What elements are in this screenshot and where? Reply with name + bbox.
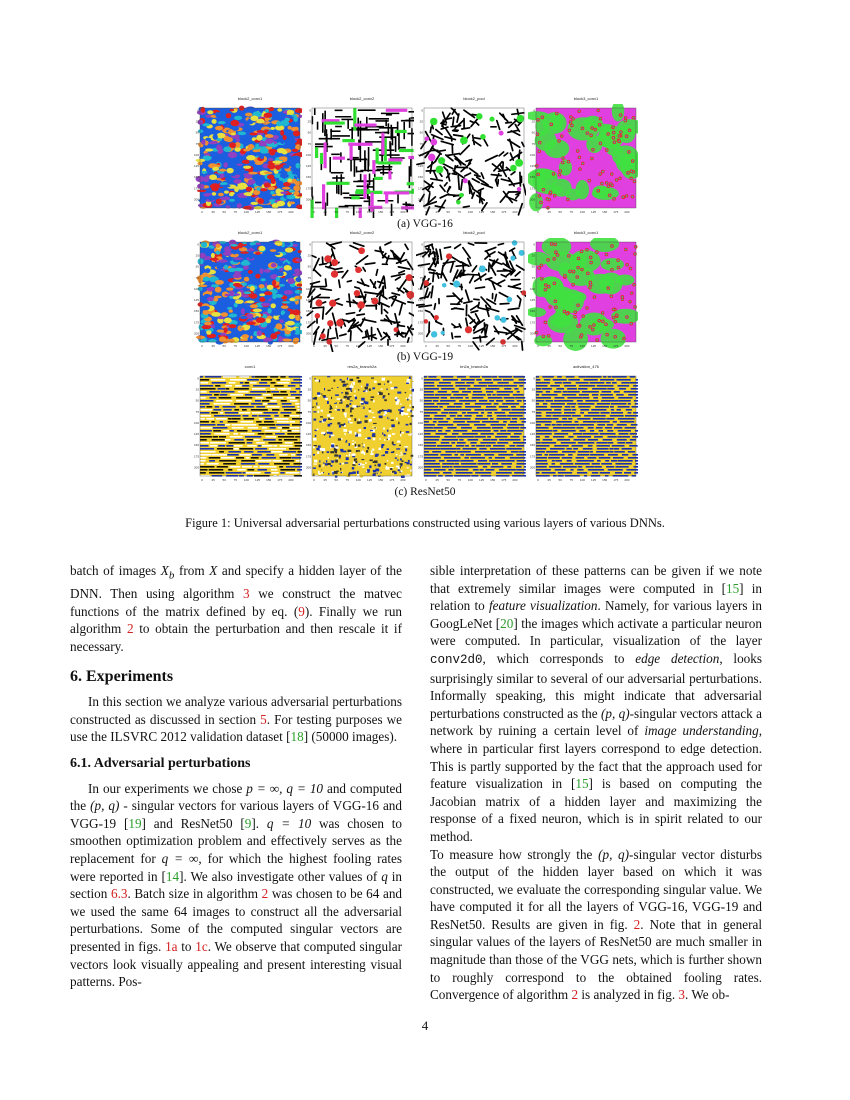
panel-title: block2_conv1 bbox=[237, 230, 263, 235]
x-tick-label: 100 bbox=[355, 210, 361, 214]
y-tick-label: 25 bbox=[419, 387, 423, 392]
y-tick-label: 100 bbox=[529, 286, 535, 291]
y-tick-label: 0 bbox=[309, 376, 311, 381]
x-tick-label: 100 bbox=[579, 210, 585, 214]
panel-title: block2_pool bbox=[463, 96, 485, 101]
x-tick-label: 150 bbox=[378, 210, 384, 214]
x-tick-label: 50 bbox=[558, 478, 562, 482]
y-tick-label: 150 bbox=[529, 443, 535, 448]
y-tick-label: 175 bbox=[529, 186, 535, 191]
x-tick-label: 100 bbox=[243, 210, 249, 214]
panel-title: block2_conv1 bbox=[237, 96, 263, 101]
y-tick-label: 0 bbox=[533, 376, 535, 381]
y-tick-label: 0 bbox=[421, 242, 423, 247]
y-tick-label: 100 bbox=[193, 286, 199, 291]
perturbation-panel bbox=[528, 364, 638, 486]
perturbation-image bbox=[192, 104, 302, 218]
y-tick-label: 0 bbox=[309, 242, 311, 247]
panel-title: block3_conv1 bbox=[573, 96, 599, 101]
citation-link[interactable]: 9 bbox=[244, 815, 252, 831]
perturbation-panel bbox=[528, 96, 638, 218]
perturbation-image bbox=[416, 372, 526, 486]
x-tick-label: 75 bbox=[233, 478, 238, 482]
x-tick-label: 75 bbox=[345, 344, 350, 348]
y-tick-label: 0 bbox=[421, 108, 423, 113]
y-tick-label: 50 bbox=[419, 398, 423, 403]
x-tick-label: 75 bbox=[457, 210, 462, 214]
perturbation-image bbox=[304, 104, 414, 218]
x-tick-label: 0 bbox=[313, 344, 315, 348]
y-tick-label: 25 bbox=[307, 387, 311, 392]
x-tick-label: 0 bbox=[313, 478, 315, 482]
perturbation-panel bbox=[192, 96, 302, 218]
x-tick-label: 75 bbox=[345, 478, 350, 482]
y-tick-label: 75 bbox=[531, 409, 535, 414]
paragraph: sible interpretation of these patterns can be given if we note that extremely similar images were computed in [15] in relation to feature visualization. Namely, for various layers in GoogLeNet [20] the images which activate a particular neuron were computed. In particular, visualization of the layer conv2d0, which corresponds to edge detection, looks surprisingly similar to several of our adversarial perturbations. Informally speaking, this might indicate that adversarial perturbations constructed as the (p, q)-singular vectors attack a network by ruining a certain level of image understanding, where in particular first layers correspond to edge detection. This is partly supported by the fact that the approach used for feature visualization in [15] is based on computing the Jacobian matrix of a hidden layer and maximizing the response of a fixed neuron, which is in spirit related to our method. bbox=[430, 563, 762, 844]
x-tick-label: 200 bbox=[288, 478, 294, 482]
x-tick-label: 150 bbox=[266, 344, 272, 348]
figure-link[interactable]: 3 bbox=[678, 987, 686, 1003]
x-tick-label: 200 bbox=[288, 344, 294, 348]
x-tick-label: 100 bbox=[355, 478, 361, 482]
x-tick-label: 75 bbox=[457, 344, 462, 348]
citation-link[interactable]: 15 bbox=[725, 580, 740, 596]
x-tick-label: 0 bbox=[313, 210, 315, 214]
x-tick-label: 25 bbox=[211, 210, 215, 214]
x-tick-label: 100 bbox=[355, 344, 361, 348]
paragraph: To measure how strongly the (p, q)-singular vector disturbs the output of the hidden layer based on which it was constructed, we evaluate the corresponding singular value. We have computed it for all the layers of VGG-16, VGG-19 and ResNet50. Results are given in fig. 2. Note that in general singular values of the layers of ResNet50 are much smaller in magnitude than those of the VGG nets, which is further shown to roughly correspond to the obtained fooling rates. Convergence of algorithm 2 is analyzed in fig. 3. We ob- bbox=[430, 846, 762, 1003]
x-tick-label: 200 bbox=[512, 478, 518, 482]
citation-link[interactable]: 20 bbox=[500, 615, 514, 631]
y-tick-label: 175 bbox=[529, 454, 535, 459]
perturbation-image bbox=[528, 238, 638, 352]
y-tick-label: 125 bbox=[193, 164, 199, 169]
x-tick-label: 175 bbox=[277, 478, 283, 482]
x-tick-label: 75 bbox=[233, 344, 238, 348]
y-tick-label: 125 bbox=[529, 432, 535, 437]
y-tick-label: 175 bbox=[529, 320, 535, 325]
x-tick-label: 0 bbox=[425, 210, 427, 214]
subsection-heading: 6.1. Adversarial perturbations bbox=[70, 755, 251, 771]
algorithm-link[interactable]: 3 bbox=[243, 586, 250, 602]
x-tick-label: 50 bbox=[446, 210, 450, 214]
page-number: 4 bbox=[421, 1018, 429, 1033]
y-tick-label: 175 bbox=[417, 186, 423, 191]
x-tick-label: 100 bbox=[467, 478, 473, 482]
y-tick-label: 200 bbox=[529, 465, 535, 470]
x-tick-label: 0 bbox=[425, 478, 427, 482]
section-link[interactable]: 6.3 bbox=[110, 886, 128, 902]
y-tick-label: 0 bbox=[197, 376, 199, 381]
perturbation-panel bbox=[192, 230, 302, 352]
x-tick-label: 175 bbox=[277, 210, 283, 214]
y-tick-label: 75 bbox=[419, 275, 423, 280]
x-tick-label: 25 bbox=[547, 210, 551, 214]
y-tick-label: 150 bbox=[529, 309, 535, 314]
figure-caption: Figure 1: Universal adversarial perturbations constructed using various layers of various DNNs. bbox=[185, 516, 665, 530]
y-tick-label: 150 bbox=[305, 443, 311, 448]
y-tick-label: 125 bbox=[417, 432, 423, 437]
y-tick-label: 175 bbox=[305, 186, 311, 191]
x-tick-label: 25 bbox=[435, 210, 439, 214]
x-tick-label: 100 bbox=[243, 478, 249, 482]
y-tick-label: 25 bbox=[307, 119, 311, 124]
left-column bbox=[70, 562, 402, 991]
panel-title: conv1 bbox=[244, 364, 256, 369]
x-tick-label: 125 bbox=[367, 478, 373, 482]
subcaption-c: (c) ResNet50 bbox=[394, 486, 456, 498]
x-tick-label: 150 bbox=[602, 478, 608, 482]
y-tick-label: 150 bbox=[305, 175, 311, 180]
x-tick-label: 175 bbox=[613, 478, 619, 482]
right-column bbox=[430, 562, 762, 1004]
y-tick-label: 50 bbox=[307, 264, 311, 269]
y-tick-label: 125 bbox=[529, 164, 535, 169]
x-tick-label: 50 bbox=[334, 478, 338, 482]
y-tick-label: 75 bbox=[531, 141, 535, 146]
paragraph: In our experiments we chose p = ∞, q = 10 and computed the (p, q) - singular vectors for various layers of VGG-16 and VGG-19 [19] and ResNet50 [9]. q = 10 was chosen to smoothen optimization problem and effectively serves as the replacement for q = ∞, for which the highest fooling rates were reported in [14]. We also investigate other values of q in section 6.3. Batch size in algorithm 2 was chosen to be 64 and we used the same 64 images to construct all the adversarial perturbations. Some of the computed singular vectors are presented in figs. 1a to 1c. We observe that computed singular vectors look visually appealing and present interesting visual patterns. Pos- bbox=[70, 780, 403, 990]
y-tick-label: 100 bbox=[193, 420, 199, 425]
x-tick-label: 150 bbox=[490, 344, 496, 348]
x-tick-label: 50 bbox=[334, 344, 338, 348]
perturbation-panel bbox=[416, 96, 526, 218]
x-tick-label: 150 bbox=[378, 478, 384, 482]
y-tick-label: 200 bbox=[417, 465, 423, 470]
y-tick-label: 175 bbox=[417, 320, 423, 325]
x-tick-label: 0 bbox=[201, 478, 203, 482]
x-tick-label: 200 bbox=[400, 210, 406, 214]
x-tick-label: 0 bbox=[537, 478, 539, 482]
subcaption-a: (a) VGG-16 bbox=[397, 218, 453, 230]
perturbation-panel bbox=[528, 230, 638, 352]
x-tick-label: 25 bbox=[211, 344, 215, 348]
citation-link[interactable]: 19 bbox=[128, 815, 142, 831]
panel-title: block3_conv1 bbox=[573, 230, 599, 235]
y-tick-label: 200 bbox=[417, 331, 423, 336]
y-tick-label: 0 bbox=[533, 108, 535, 113]
algorithm-link[interactable]: 2 bbox=[571, 987, 579, 1003]
y-tick-label: 0 bbox=[309, 108, 311, 113]
x-tick-label: 150 bbox=[266, 210, 272, 214]
figure-link[interactable]: 1c bbox=[195, 938, 208, 954]
x-tick-label: 175 bbox=[277, 344, 283, 348]
x-tick-label: 200 bbox=[624, 478, 630, 482]
x-tick-label: 100 bbox=[579, 344, 585, 348]
x-tick-label: 100 bbox=[467, 344, 473, 348]
x-tick-label: 150 bbox=[602, 344, 608, 348]
perturbation-panel bbox=[304, 96, 414, 218]
x-tick-label: 50 bbox=[222, 478, 226, 482]
x-tick-label: 125 bbox=[255, 478, 261, 482]
perturbation-image bbox=[416, 104, 526, 218]
perturbation-panel bbox=[416, 230, 526, 352]
y-tick-label: 0 bbox=[197, 108, 199, 113]
y-tick-label: 150 bbox=[417, 175, 423, 180]
y-tick-label: 75 bbox=[195, 275, 199, 280]
equation-link[interactable]: 9 bbox=[298, 603, 305, 619]
y-tick-label: 125 bbox=[193, 432, 199, 437]
perturbation-image bbox=[528, 372, 638, 486]
y-tick-label: 200 bbox=[193, 465, 199, 470]
y-tick-label: 150 bbox=[193, 309, 199, 314]
x-tick-label: 75 bbox=[345, 210, 350, 214]
y-tick-label: 25 bbox=[531, 119, 535, 124]
y-tick-label: 125 bbox=[305, 298, 311, 303]
perturbation-image bbox=[304, 238, 414, 352]
y-tick-label: 125 bbox=[193, 298, 199, 303]
y-tick-label: 125 bbox=[305, 432, 311, 437]
figure-link[interactable]: 1a bbox=[165, 938, 178, 954]
x-tick-label: 25 bbox=[323, 344, 327, 348]
y-tick-label: 150 bbox=[417, 443, 423, 448]
y-tick-label: 25 bbox=[195, 119, 199, 124]
citation-link[interactable]: 14 bbox=[165, 868, 180, 884]
y-tick-label: 75 bbox=[195, 141, 199, 146]
y-tick-label: 200 bbox=[305, 331, 311, 336]
y-tick-label: 50 bbox=[419, 130, 423, 135]
x-tick-label: 75 bbox=[569, 344, 574, 348]
y-tick-label: 100 bbox=[529, 420, 535, 425]
perturbation-image bbox=[192, 238, 302, 352]
x-tick-label: 175 bbox=[389, 344, 395, 348]
x-tick-label: 200 bbox=[288, 210, 294, 214]
y-tick-label: 25 bbox=[531, 253, 535, 258]
y-tick-label: 200 bbox=[305, 465, 311, 470]
figure-link[interactable]: 2 bbox=[633, 916, 641, 932]
x-tick-label: 125 bbox=[479, 478, 485, 482]
x-tick-label: 125 bbox=[367, 344, 373, 348]
y-tick-label: 25 bbox=[307, 253, 311, 258]
x-tick-label: 0 bbox=[201, 210, 203, 214]
x-tick-label: 200 bbox=[624, 210, 630, 214]
perturbation-panel bbox=[304, 230, 414, 352]
x-tick-label: 25 bbox=[435, 344, 439, 348]
y-tick-label: 100 bbox=[417, 286, 423, 291]
x-tick-label: 75 bbox=[457, 478, 462, 482]
citation-link[interactable]: 15 bbox=[575, 776, 589, 792]
x-tick-label: 125 bbox=[591, 210, 597, 214]
perturbation-image bbox=[528, 104, 638, 218]
panel-title: bn2a_branch2a bbox=[460, 364, 488, 369]
y-tick-label: 200 bbox=[193, 331, 199, 336]
y-tick-label: 50 bbox=[531, 130, 535, 135]
x-tick-label: 0 bbox=[537, 210, 539, 214]
x-tick-label: 125 bbox=[255, 210, 261, 214]
y-tick-label: 50 bbox=[195, 264, 199, 269]
x-tick-label: 75 bbox=[569, 210, 574, 214]
subcaption-b: (b) VGG-19 bbox=[396, 351, 454, 363]
y-tick-label: 125 bbox=[417, 164, 423, 169]
panel-title: block2_conv2 bbox=[349, 230, 375, 235]
x-tick-label: 200 bbox=[512, 210, 518, 214]
x-tick-label: 125 bbox=[479, 344, 485, 348]
y-tick-label: 200 bbox=[529, 331, 535, 336]
panel-title: activation_476 bbox=[573, 364, 599, 369]
x-tick-label: 175 bbox=[613, 210, 619, 214]
y-tick-label: 175 bbox=[305, 454, 311, 459]
y-tick-label: 75 bbox=[307, 141, 311, 146]
y-tick-label: 25 bbox=[195, 387, 199, 392]
x-tick-label: 75 bbox=[569, 478, 574, 482]
x-tick-label: 100 bbox=[579, 478, 585, 482]
y-tick-label: 175 bbox=[193, 320, 199, 325]
x-tick-label: 175 bbox=[501, 478, 507, 482]
x-tick-label: 50 bbox=[222, 210, 226, 214]
y-tick-label: 175 bbox=[305, 320, 311, 325]
x-tick-label: 125 bbox=[255, 344, 261, 348]
y-tick-label: 200 bbox=[193, 197, 199, 202]
perturbation-image bbox=[304, 372, 414, 486]
x-tick-label: 175 bbox=[389, 210, 395, 214]
y-tick-label: 175 bbox=[193, 454, 199, 459]
x-tick-label: 100 bbox=[467, 210, 473, 214]
y-tick-label: 125 bbox=[529, 298, 535, 303]
y-tick-label: 150 bbox=[193, 175, 199, 180]
y-tick-label: 0 bbox=[421, 376, 423, 381]
y-tick-label: 50 bbox=[531, 398, 535, 403]
x-tick-label: 175 bbox=[613, 344, 619, 348]
y-tick-label: 25 bbox=[419, 253, 423, 258]
y-tick-label: 75 bbox=[307, 409, 311, 414]
y-tick-label: 200 bbox=[305, 197, 311, 202]
x-tick-label: 125 bbox=[591, 344, 597, 348]
x-tick-label: 125 bbox=[591, 478, 597, 482]
x-tick-label: 25 bbox=[435, 478, 439, 482]
y-tick-label: 75 bbox=[419, 141, 423, 146]
section-heading: 6. Experiments bbox=[70, 667, 174, 685]
x-tick-label: 150 bbox=[490, 210, 496, 214]
paragraph: In this section we analyze various adversarial perturbations constructed as discussed in section 5. For testing purposes we use the ILSVRC 2012 validation dataset [18] (50000 images). bbox=[70, 694, 402, 745]
algorithm-link[interactable]: 2 bbox=[261, 886, 269, 902]
y-tick-label: 125 bbox=[417, 298, 423, 303]
x-tick-label: 200 bbox=[512, 344, 518, 348]
y-tick-label: 75 bbox=[419, 409, 423, 414]
x-tick-label: 175 bbox=[389, 478, 395, 482]
x-tick-label: 125 bbox=[479, 210, 485, 214]
y-tick-label: 25 bbox=[531, 387, 535, 392]
x-tick-label: 0 bbox=[425, 344, 427, 348]
x-tick-label: 150 bbox=[602, 210, 608, 214]
perturbation-panel bbox=[416, 364, 526, 486]
y-tick-label: 50 bbox=[307, 130, 311, 135]
y-tick-label: 50 bbox=[195, 130, 199, 135]
citation-link[interactable]: 18 bbox=[290, 729, 304, 745]
y-tick-label: 50 bbox=[419, 264, 423, 269]
y-tick-label: 150 bbox=[529, 175, 535, 180]
x-tick-label: 25 bbox=[547, 344, 551, 348]
x-tick-label: 25 bbox=[211, 478, 215, 482]
x-tick-label: 50 bbox=[446, 478, 450, 482]
y-tick-label: 100 bbox=[529, 152, 535, 157]
y-tick-label: 100 bbox=[417, 152, 423, 157]
section-link[interactable]: 5 bbox=[260, 711, 267, 727]
x-tick-label: 0 bbox=[201, 344, 203, 348]
perturbation-panel bbox=[304, 364, 414, 486]
y-tick-label: 75 bbox=[195, 409, 199, 414]
x-tick-label: 200 bbox=[400, 344, 406, 348]
x-tick-label: 100 bbox=[243, 344, 249, 348]
y-tick-label: 50 bbox=[307, 398, 311, 403]
y-tick-label: 25 bbox=[419, 119, 423, 124]
x-tick-label: 25 bbox=[323, 210, 327, 214]
y-tick-label: 150 bbox=[193, 443, 199, 448]
y-tick-label: 25 bbox=[195, 253, 199, 258]
y-tick-label: 150 bbox=[305, 309, 311, 314]
y-tick-label: 100 bbox=[193, 152, 199, 157]
x-tick-label: 150 bbox=[378, 344, 384, 348]
y-tick-label: 100 bbox=[305, 420, 311, 425]
x-tick-label: 25 bbox=[547, 478, 551, 482]
panel-title: block2_pool bbox=[463, 230, 485, 235]
x-tick-label: 50 bbox=[558, 210, 562, 214]
x-tick-label: 50 bbox=[334, 210, 338, 214]
perturbation-image bbox=[416, 238, 526, 352]
perturbation-image bbox=[192, 372, 302, 486]
y-tick-label: 175 bbox=[417, 454, 423, 459]
perturbation-panel bbox=[192, 364, 302, 486]
x-tick-label: 50 bbox=[558, 344, 562, 348]
y-tick-label: 100 bbox=[305, 286, 311, 291]
y-tick-label: 100 bbox=[417, 420, 423, 425]
y-tick-label: 100 bbox=[305, 152, 311, 157]
y-tick-label: 50 bbox=[195, 398, 199, 403]
y-tick-label: 0 bbox=[197, 242, 199, 247]
panel-title: block2_conv2 bbox=[349, 96, 375, 101]
y-tick-label: 50 bbox=[531, 264, 535, 269]
x-tick-label: 150 bbox=[490, 478, 496, 482]
x-tick-label: 200 bbox=[400, 478, 406, 482]
y-tick-label: 200 bbox=[529, 197, 535, 202]
panel-title: res2a_branch2a bbox=[347, 364, 377, 369]
algorithm-link[interactable]: 2 bbox=[126, 621, 134, 637]
x-tick-label: 50 bbox=[446, 344, 450, 348]
y-tick-label: 75 bbox=[531, 275, 535, 280]
x-tick-label: 50 bbox=[222, 344, 226, 348]
y-tick-label: 150 bbox=[417, 309, 423, 314]
x-tick-label: 25 bbox=[323, 478, 327, 482]
y-tick-label: 75 bbox=[307, 275, 311, 280]
y-tick-label: 175 bbox=[193, 186, 199, 191]
paragraph: batch of images $X_b$ from X and specify a hidden layer of the DNN. Then using algorithm 3 we construct the matvec functions of the matrix defined by eq. (9). Finally we run algorithm 2 to obtain the perturbation and then rescale it if necessary. bbox=[70, 563, 403, 655]
y-tick-label: 0 bbox=[533, 242, 535, 247]
y-tick-label: 125 bbox=[305, 164, 311, 169]
y-tick-label: 200 bbox=[417, 197, 423, 202]
x-tick-label: 175 bbox=[501, 210, 507, 214]
x-tick-label: 175 bbox=[501, 344, 507, 348]
x-tick-label: 150 bbox=[266, 478, 272, 482]
x-tick-label: 200 bbox=[624, 344, 630, 348]
x-tick-label: 125 bbox=[367, 210, 373, 214]
x-tick-label: 75 bbox=[233, 210, 238, 214]
x-tick-label: 0 bbox=[537, 344, 539, 348]
